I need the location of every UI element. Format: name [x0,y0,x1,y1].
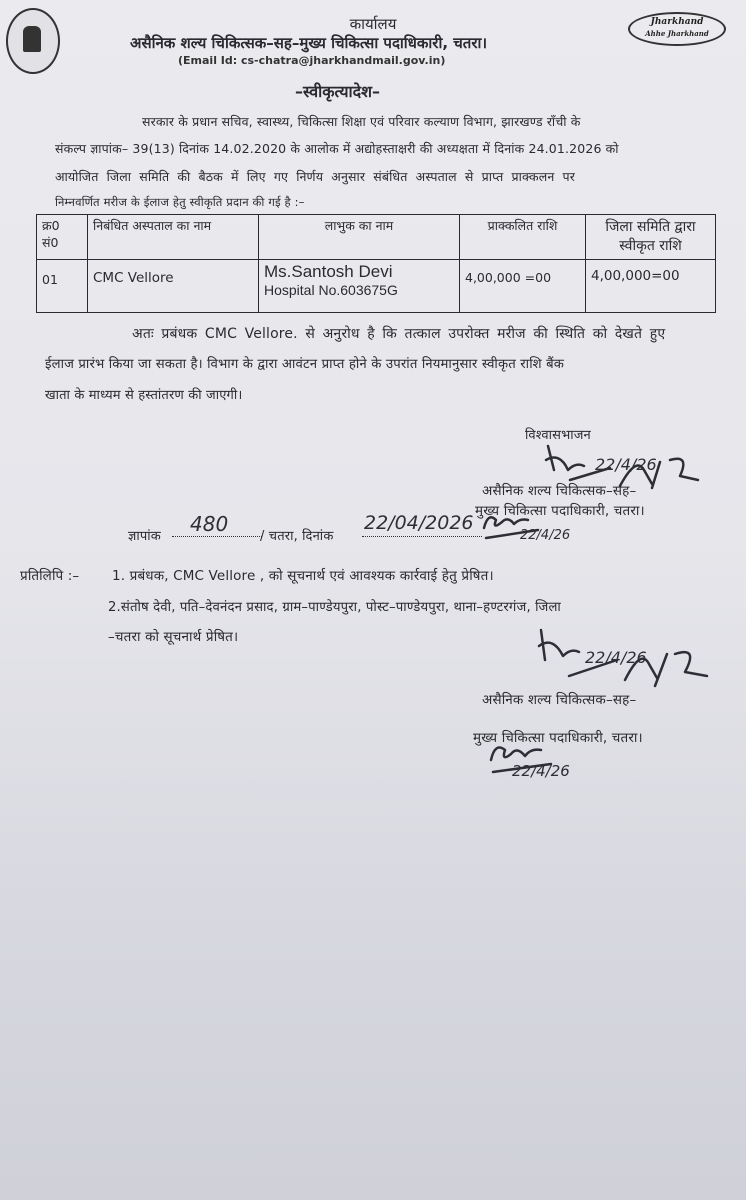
signature-1-designation-line-1: असैनिक शल्य चिकित्सक–सह– [482,483,637,499]
header-beneficiary: लाभुक का नाम [259,215,460,260]
cell-approved: 4,00,000=00 [586,260,716,313]
memo-label: ज्ञापांक [128,529,161,544]
signature-1-designation-line-2: मुख्य चिकित्सा पदाधिकारी, चतरा। [475,503,645,519]
copy-label: प्रतिलिपि :– [20,568,80,584]
copy-item-2-line-2: –चतरा को सूचनार्थ प्रेषित। [108,629,239,645]
memo-number-line [172,536,262,537]
body-line-3: खाता के माध्यम से हस्तांतरण की जाएगी। [45,388,243,403]
initial-signature-2-date: 22/4/26 [512,762,570,780]
copy-item-2-line-1: 2.संतोष देवी, पति–देवनंदन प्रसाद, ग्राम–पाण्डेयपुरा, पोस्ट–पाण्डेयपुरा, थाना–हण्टरगंज, जिला [108,600,561,615]
memo-date: 22/04/2026 [364,512,474,534]
document-title: –स्वीकृत्यादेश– [295,82,380,101]
intro-line-2: संकल्प ज्ञापांक– 39(13) दिनांक 14.02.2020 के आलोक में अद्योहस्ताक्षरी की अध्यक्षता में दिनांक 24.01.2026 को [55,141,619,156]
beneficiary-hospital-number: Hospital No.603675G [264,282,398,298]
cell-hospital: CMC Vellore [88,260,259,313]
table-header-row [37,215,716,260]
logo-text-primary: Jharkhand [650,17,704,27]
body-line-2: ईलाज प्रारंभ किया जा सकता है। विभाग के द्वारा आवंटन प्राप्त होने के उपरांत नियमानुसार स्वीकृत राशि बैंक [45,357,565,372]
header-serial [37,215,88,260]
header-serial-line-2: सं0 [42,235,59,250]
header-approved [586,215,716,260]
memo-date-line [362,536,482,537]
memo-place-date-label: / चतरा, दिनांक [260,529,334,544]
header-approved-line-2: स्वीकृत राशि [619,238,682,254]
copy-item-1: 1. प्रबंधक, CMC Vellore , को सूचनार्थ एवं आवश्यक कार्रवाई हेतु प्रेषित। [112,568,494,584]
logo-text-secondary: Ahhe Jharkhand [645,29,709,38]
signature-1-date: 22/4/26 [595,455,657,474]
header-hospital: निबंधित अस्पताल का नाम [88,215,259,260]
email-address: (Email Id: cs-chatra@jharkhandmail.gov.in) [178,54,446,67]
memo-number: 480 [190,512,229,536]
table-row [37,260,716,313]
header-serial-line-1: क्र0 [42,218,60,233]
approval-table [36,214,716,313]
signature-2-designation-line-1: असैनिक शल्य चिकित्सक–सह– [482,692,637,708]
intro-line-1: सरकार के प्रधान सचिव, स्वास्थ्य, चिकित्सा शिक्षा एवं परिवार कल्याण विभाग, झारखण्ड राँची के [142,114,581,129]
body-line-1: अतः प्रबंधक CMC Vellore. से अनुरोध है कि तत्काल उपरोक्त मरीज की स्थिति को देखते हुए [132,326,666,342]
beneficiary-name: Ms.Santosh Devi [264,262,393,281]
office-label: कार्यालय [349,15,397,33]
department-name: असैनिक शल्य चिकित्सक–सह–मुख्य चिकित्सा पदाधिकारी, चतरा। [130,34,488,52]
initial-signature-1-date: 22/4/26 [520,528,571,543]
header-estimate: प्राक्कलित राशि [460,215,586,260]
cell-serial: 01 [37,260,88,313]
signature-2-designation-line-2: मुख्य चिकित्सा पदाधिकारी, चतरा। [473,730,643,746]
intro-line-3: आयोजित जिला समिति की बैठक में लिए गए निर्णय अनुसार संबंधित अस्पताल से प्राप्त प्राक्कलन पर [55,169,576,184]
header-approved-line-1: जिला समिति द्वारा [605,219,696,235]
cell-estimate: 4,00,000 =00 [460,260,586,313]
signature-2-date: 22/4/26 [585,648,647,667]
intro-line-4: निम्नवर्णित मरीज के ईलाज हेतु स्वीकृति प्रदान की गई है :– [55,195,305,209]
closing-word: विश्वासभाजन [525,428,591,443]
cell-beneficiary [259,260,460,313]
